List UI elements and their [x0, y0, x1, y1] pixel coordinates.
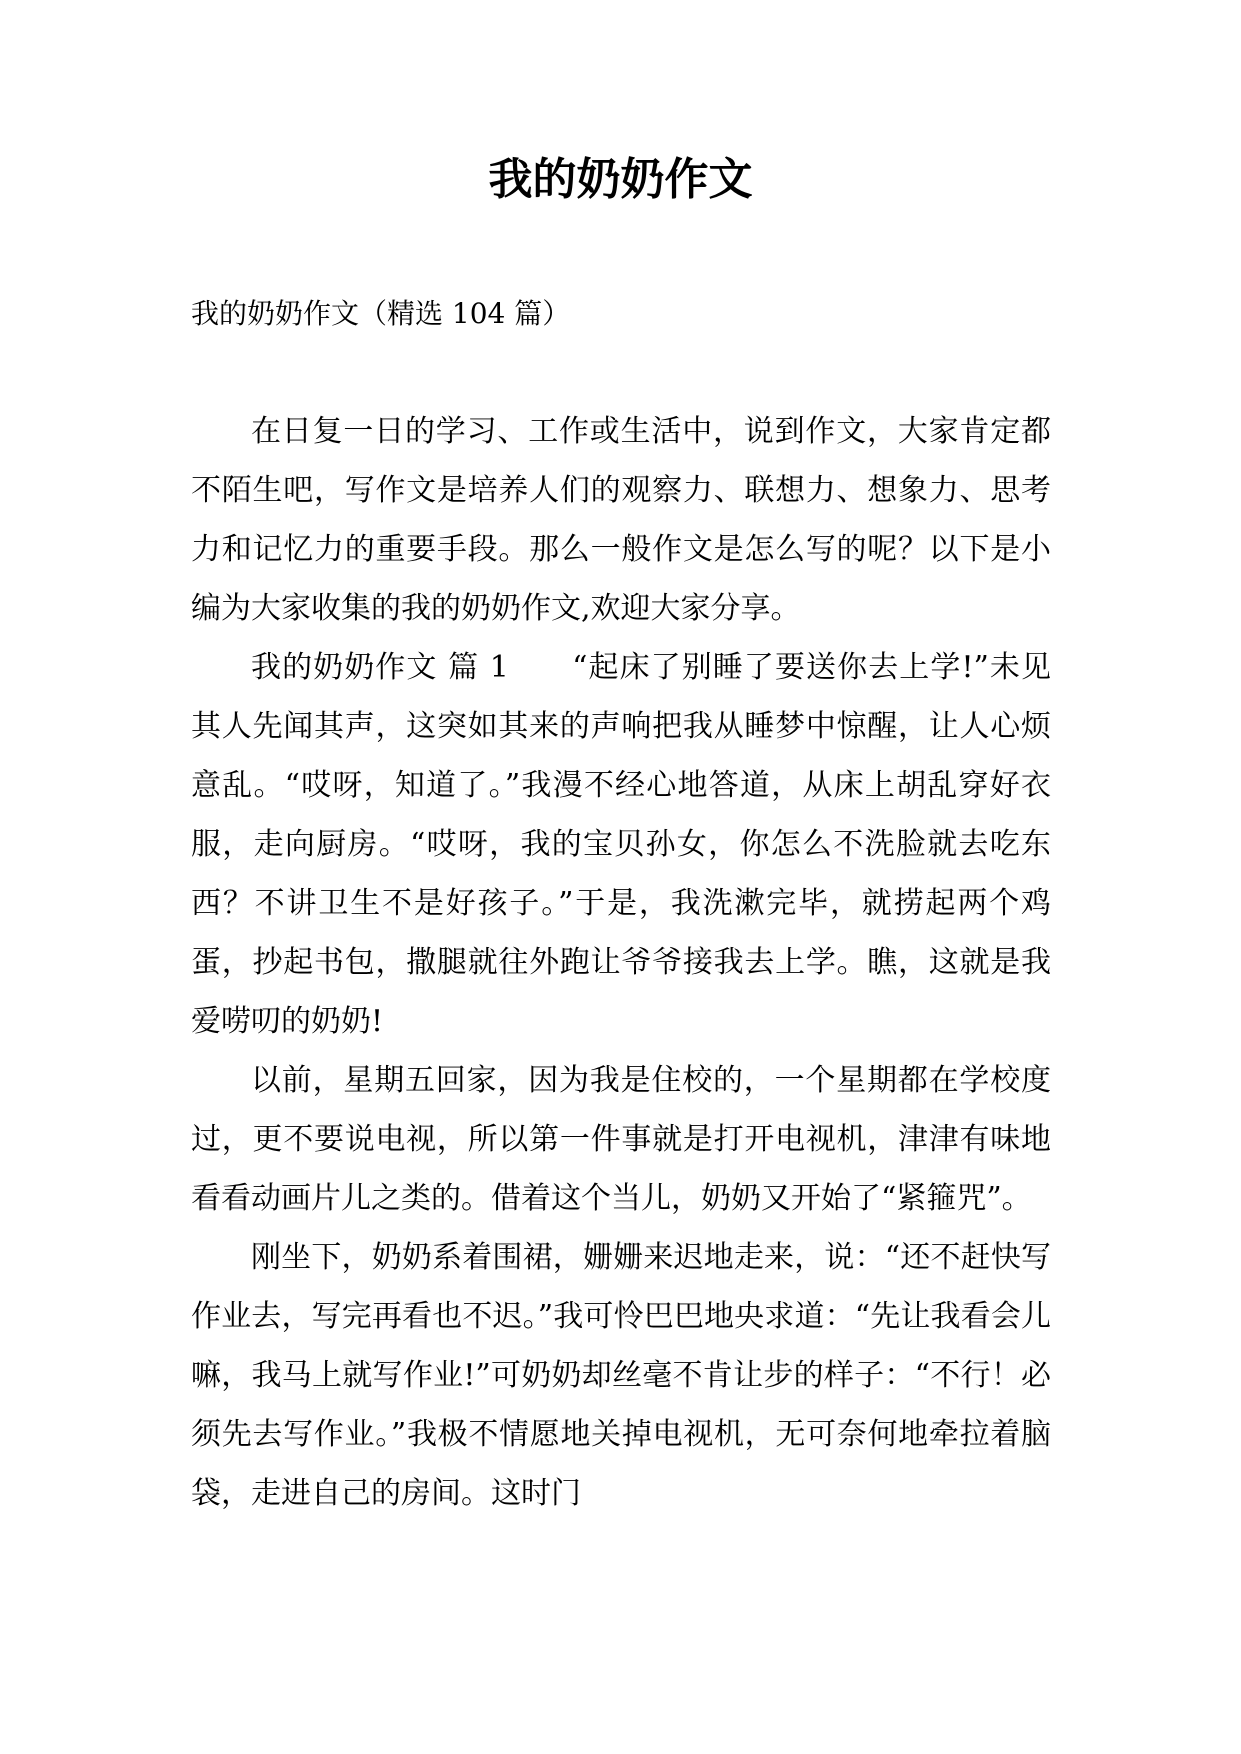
paragraph-friday: 以前，星期五回家，因为我是住校的，一个星期都在学校度过，更不要说电视，所以第一件事就是打开电视机，津津有味地看看动画片儿之类的。借着这个当儿，奶奶又开始了“紧箍咒”。 [191, 1063, 1051, 1216]
document-subtitle: 我的奶奶作文（精选 104 篇） [191, 297, 571, 330]
paragraph-essay-1-morning: 我的奶奶作文 篇 1 “起床了别睡了要送你去上学!”未见其人先闻其声，这突如其来的声响把我从睡梦中惊醒，让人心烦意乱。“哎呀，知道了。”我漫不经心地答道，从床上胡乱穿好衣服，走向厨房。“哎呀，我的宝贝孙女，你怎么不洗脸就去吃东西？不讲卫生不是好孩子。”于是，我洗漱完毕，就捞起两个鸡蛋，抄起书包，撒腿就往外跑让爷爷接我去上学。瞧，这就是我爱唠叨的奶奶! [191, 650, 1051, 1039]
paragraph-intro: 在日复一日的学习、工作或生活中，说到作文，大家肯定都不陌生吧，写作文是培养人们的观察力、联想力、想象力、思考力和记忆力的重要手段。那么一般作文是怎么写的呢？以下是小编为大家收集的我的奶奶作文,欢迎大家分享。 [191, 414, 1051, 626]
document-body [191, 402, 1051, 1523]
paragraph-homework: 刚坐下，奶奶系着围裙，姗姗来迟地走来，说：“还不赶快写作业去，写完再看也不迟。”我可怜巴巴地央求道：“先让我看会儿嘛，我马上就写作业!”可奶奶却丝毫不肯让步的样子：“不行！必须先去写作业。”我极不情愿地关掉电视机，无可奈何地牵拉着脑袋，走进自己的房间。这时门 [191, 1240, 1051, 1511]
document-title: 我的奶奶作文 [488, 154, 753, 205]
